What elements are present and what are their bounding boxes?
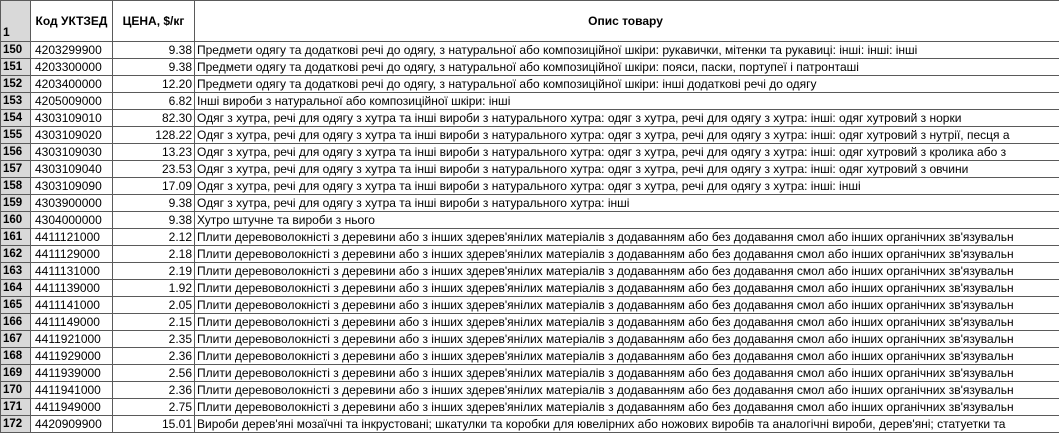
price-cell[interactable]: 12.20: [113, 76, 195, 93]
description-cell[interactable]: Предмети одягу та додаткові речі до одягу, з натуральної або композиційної шкіри: рукавички, мітенки та рукавиці: інші: інші: інші: [195, 42, 1059, 59]
code-column-header[interactable]: Код УКТЗЕД: [31, 1, 113, 42]
description-cell[interactable]: Плити деревоволокністі з деревини або з інших здерев'янілих матеріалів з додаванням або без додавання смол або інших органічних зв'язувальн: [195, 331, 1059, 348]
code-cell[interactable]: 4411949000: [31, 399, 113, 416]
table-row: [1, 416, 1059, 433]
price-cell[interactable]: 2.18: [113, 246, 195, 263]
price-cell[interactable]: 9.38: [113, 212, 195, 229]
price-cell[interactable]: 1.92: [113, 280, 195, 297]
price-cell[interactable]: 9.38: [113, 42, 195, 59]
row-number-cell[interactable]: 159: [1, 195, 31, 212]
table-row: [1, 314, 1059, 331]
table-body: [1, 42, 1059, 433]
description-cell[interactable]: Плити деревоволокністі з деревини або з інших здерев'янілих матеріалів з додаванням або без додавання смол або інших органічних зв'язувальн: [195, 246, 1059, 263]
code-cell[interactable]: 4304000000: [31, 212, 113, 229]
row-number-cell[interactable]: 157: [1, 161, 31, 178]
description-cell[interactable]: Інші вироби з натуральної або композиційної шкіри: інші: [195, 93, 1059, 110]
row-number-cell[interactable]: 152: [1, 76, 31, 93]
table-row: [1, 144, 1059, 161]
row-number-header[interactable]: 1: [1, 1, 31, 42]
code-cell[interactable]: 4411141000: [31, 297, 113, 314]
price-cell[interactable]: 82.30: [113, 110, 195, 127]
code-cell[interactable]: 4411149000: [31, 314, 113, 331]
price-cell[interactable]: 2.35: [113, 331, 195, 348]
row-number-cell[interactable]: 172: [1, 416, 31, 433]
price-cell[interactable]: 23.53: [113, 161, 195, 178]
row-number-cell[interactable]: 171: [1, 399, 31, 416]
price-cell[interactable]: 2.19: [113, 263, 195, 280]
code-cell[interactable]: 4411941000: [31, 382, 113, 399]
description-cell[interactable]: Предмети одягу та додаткові речі до одягу, з натуральної або композиційної шкіри: інші додаткові речі до одягу: [195, 76, 1059, 93]
description-cell[interactable]: Плити деревоволокністі з деревини або з інших здерев'янілих матеріалів з додаванням або без додавання смол або інших органічних зв'язувальн: [195, 399, 1059, 416]
table-row: [1, 42, 1059, 59]
row-number-cell[interactable]: 163: [1, 263, 31, 280]
description-cell[interactable]: Предмети одягу та додаткові речі до одягу, з натуральної або композиційної шкіри: пояси, паски, портупеї і патронташі: [195, 59, 1059, 76]
row-number-cell[interactable]: 151: [1, 59, 31, 76]
code-cell[interactable]: 4203299900: [31, 42, 113, 59]
price-cell[interactable]: 2.05: [113, 297, 195, 314]
price-column-header[interactable]: ЦЕНА, $/кг: [113, 1, 195, 42]
description-cell[interactable]: Одяг з хутра, речі для одягу з хутра та інші вироби з натурального хутра: одяг з хутра, речі для одягу з хутра: інші: одяг хутровий з нутрії, песця а: [195, 127, 1059, 144]
code-cell[interactable]: 4420909900: [31, 416, 113, 433]
table-row: [1, 263, 1059, 280]
code-cell[interactable]: 4303900000: [31, 195, 113, 212]
description-cell[interactable]: Плити деревоволокністі з деревини або з інших здерев'янілих матеріалів з додаванням або без додавання смол або інших органічних зв'язувальн: [195, 314, 1059, 331]
code-cell[interactable]: 4303109010: [31, 110, 113, 127]
row-number-cell[interactable]: 168: [1, 348, 31, 365]
code-cell[interactable]: 4203300000: [31, 59, 113, 76]
price-cell[interactable]: 9.38: [113, 195, 195, 212]
row-number-cell[interactable]: 169: [1, 365, 31, 382]
row-number-cell[interactable]: 164: [1, 280, 31, 297]
table-row: [1, 195, 1059, 212]
price-cell[interactable]: 2.12: [113, 229, 195, 246]
price-cell[interactable]: 15.01: [113, 416, 195, 433]
description-cell[interactable]: Плити деревоволокністі з деревини або з інших здерев'янілих матеріалів з додаванням або без додавання смол або інших органічних зв'язувальн: [195, 348, 1059, 365]
table-row: [1, 297, 1059, 314]
code-cell[interactable]: 4205009000: [31, 93, 113, 110]
row-number-cell[interactable]: 153: [1, 93, 31, 110]
description-cell[interactable]: Одяг з хутра, речі для одягу з хутра та інші вироби з натурального хутра: одяг з хутра, речі для одягу з хутра: інші: одяг хутровий з овчини: [195, 161, 1059, 178]
description-cell[interactable]: Плити деревоволокністі з деревини або з інших здерев'янілих матеріалів з додаванням або без додавання смол або інших органічних зв'язувальн: [195, 229, 1059, 246]
description-cell[interactable]: Одяг з хутра, речі для одягу з хутра та інші вироби з натурального хутра: інші: [195, 195, 1059, 212]
code-cell[interactable]: 4203400000: [31, 76, 113, 93]
description-cell[interactable]: Одяг з хутра, речі для одягу з хутра та інші вироби з натурального хутра: одяг з хутра, речі для одягу з хутра: інші: одяг хутровий з норки: [195, 110, 1059, 127]
price-cell[interactable]: 2.36: [113, 348, 195, 365]
price-cell[interactable]: 17.09: [113, 178, 195, 195]
code-cell[interactable]: 4411121000: [31, 229, 113, 246]
table-row: [1, 365, 1059, 382]
price-cell[interactable]: 128.22: [113, 127, 195, 144]
table-row: [1, 382, 1059, 399]
price-cell[interactable]: 2.56: [113, 365, 195, 382]
table-row: [1, 76, 1059, 93]
code-cell[interactable]: 4303109030: [31, 144, 113, 161]
code-cell[interactable]: 4411921000: [31, 331, 113, 348]
price-cell[interactable]: 2.75: [113, 399, 195, 416]
description-cell[interactable]: Плити деревоволокністі з деревини або з інших здерев'янілих матеріалів з додаванням або без додавання смол або інших органічних зв'язувальн: [195, 365, 1059, 382]
code-cell[interactable]: 4411131000: [31, 263, 113, 280]
row-number-cell[interactable]: 170: [1, 382, 31, 399]
row-number-cell[interactable]: 165: [1, 297, 31, 314]
price-cell[interactable]: 2.36: [113, 382, 195, 399]
description-cell[interactable]: Одяг з хутра, речі для одягу з хутра та інші вироби з натурального хутра: одяг з хутра, речі для одягу з хутра: інші: одяг хутровий з кролика або з: [195, 144, 1059, 161]
row-number-cell[interactable]: 162: [1, 246, 31, 263]
table-row: [1, 399, 1059, 416]
row-number-cell[interactable]: 167: [1, 331, 31, 348]
code-cell[interactable]: 4411129000: [31, 246, 113, 263]
row-number-cell[interactable]: 158: [1, 178, 31, 195]
description-cell[interactable]: Плити деревоволокністі з деревини або з інших здерев'янілих матеріалів з додаванням або без додавання смол або інших органічних зв'язувальн: [195, 280, 1059, 297]
table-row: [1, 280, 1059, 297]
description-column-header[interactable]: Опис товару: [195, 1, 1059, 42]
price-cell[interactable]: 9.38: [113, 59, 195, 76]
description-cell[interactable]: Одяг з хутра, речі для одягу з хутра та інші вироби з натурального хутра: одяг з хутра, речі для одягу з хутра: інші: інші: [195, 178, 1059, 195]
price-cell[interactable]: 6.82: [113, 93, 195, 110]
code-cell[interactable]: 4303109090: [31, 178, 113, 195]
row-number-cell[interactable]: 166: [1, 314, 31, 331]
header-row: [1, 1, 1059, 42]
table-row: [1, 161, 1059, 178]
description-cell[interactable]: Хутро штучне та вироби з нього: [195, 212, 1059, 229]
table-row: [1, 110, 1059, 127]
price-cell[interactable]: 2.15: [113, 314, 195, 331]
row-number-cell[interactable]: 154: [1, 110, 31, 127]
description-cell[interactable]: Плити деревоволокністі з деревини або з інших здерев'янілих матеріалів з додаванням або без додавання смол або інших органічних зв'язувальн: [195, 297, 1059, 314]
row-number-cell[interactable]: 161: [1, 229, 31, 246]
table-row: [1, 212, 1059, 229]
code-cell[interactable]: 4303109040: [31, 161, 113, 178]
table-row: [1, 59, 1059, 76]
row-number-cell[interactable]: 160: [1, 212, 31, 229]
code-cell[interactable]: 4411929000: [31, 348, 113, 365]
row-number-cell[interactable]: 150: [1, 42, 31, 59]
table-row: [1, 93, 1059, 110]
table-row: [1, 178, 1059, 195]
row-number-cell[interactable]: 156: [1, 144, 31, 161]
description-cell[interactable]: Вироби дерев'яні мозаїчні та інкрустовані; шкатулки та коробки для ювелірних або ножових виробів та аналогічні вироби, дерев'яні; статуетки та: [195, 416, 1059, 433]
table-row: [1, 246, 1059, 263]
table-row: [1, 348, 1059, 365]
price-cell[interactable]: 13.23: [113, 144, 195, 161]
code-cell[interactable]: 4411939000: [31, 365, 113, 382]
description-cell[interactable]: Плити деревоволокністі з деревини або з інших здерев'янілих матеріалів з додаванням або без додавання смол або інших органічних зв'язувальн: [195, 382, 1059, 399]
code-cell[interactable]: 4303109020: [31, 127, 113, 144]
code-cell[interactable]: 4411139000: [31, 280, 113, 297]
table-row: [1, 229, 1059, 246]
row-number-cell[interactable]: 155: [1, 127, 31, 144]
table-row: [1, 331, 1059, 348]
table-row: [1, 127, 1059, 144]
description-cell[interactable]: Плити деревоволокністі з деревини або з інших здерев'янілих матеріалів з додаванням або без додавання смол або інших органічних зв'язувальн: [195, 263, 1059, 280]
